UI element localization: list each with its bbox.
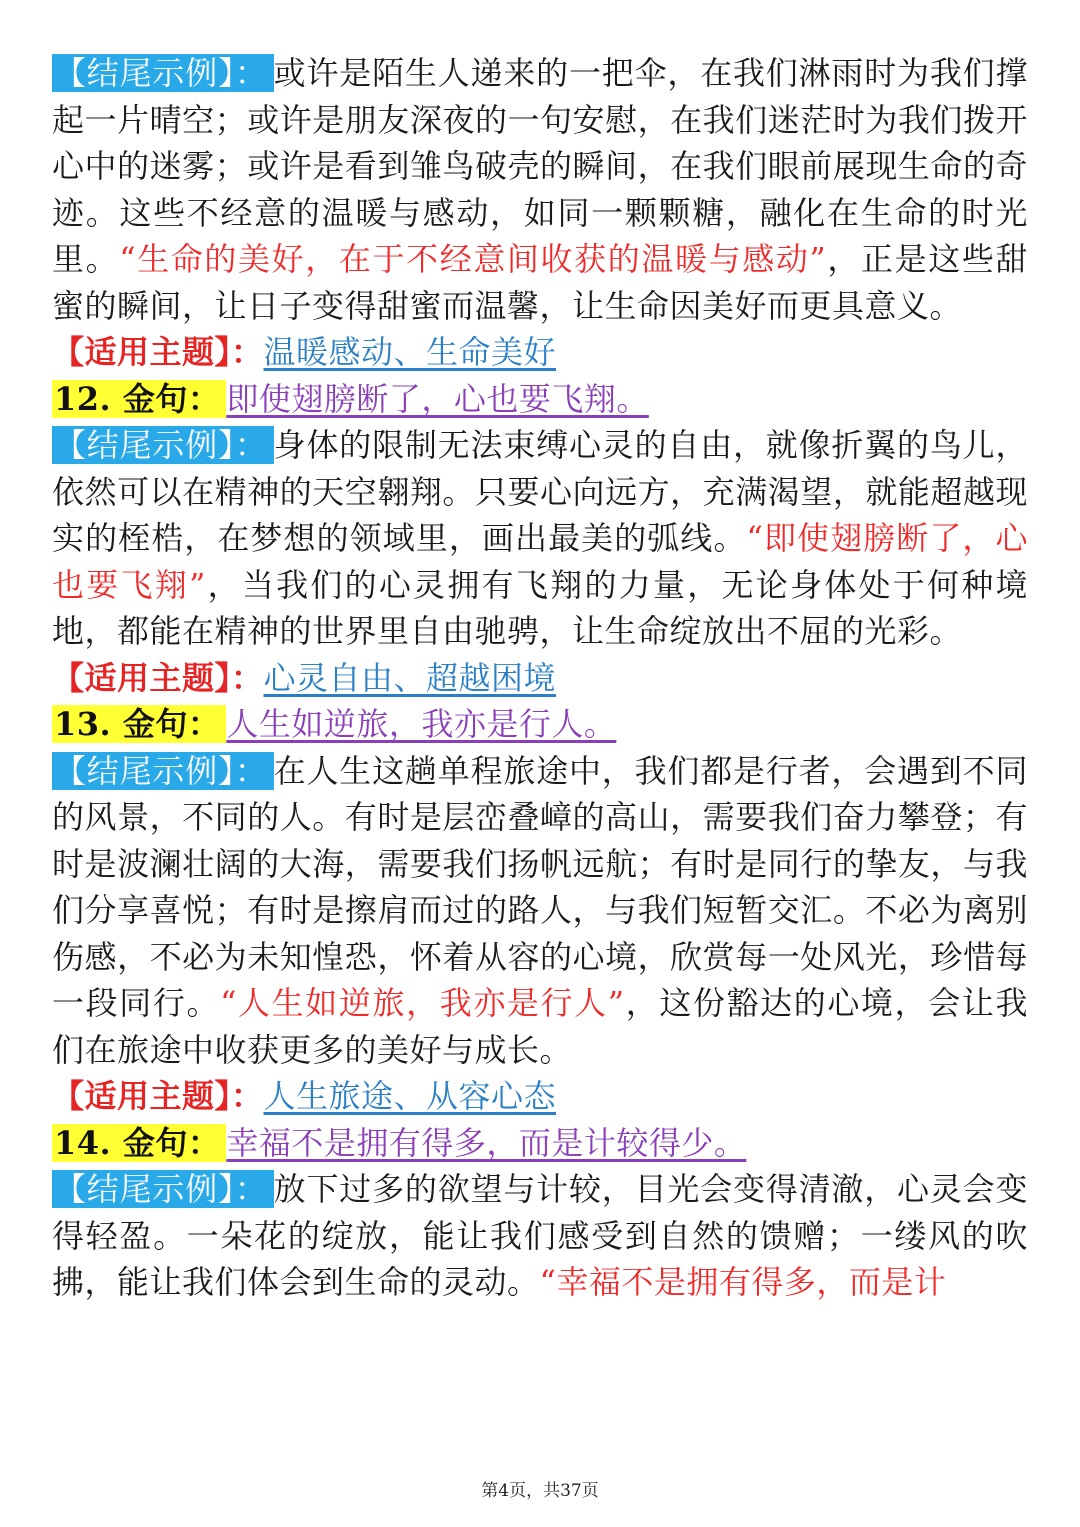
quote-number-label: 13. 金句： bbox=[52, 705, 226, 743]
theme-label: 【适用主题】： bbox=[52, 658, 264, 697]
example-paragraph bbox=[52, 50, 1028, 329]
golden-quote-line bbox=[52, 701, 1028, 748]
theme-label: 【适用主题】： bbox=[52, 333, 264, 371]
golden-quote-link[interactable]: 人生如逆旅，我亦是行人。 bbox=[226, 705, 617, 743]
golden-quote-link[interactable]: 幸福不是拥有得多，而是计较得少。 bbox=[226, 1123, 747, 1162]
example-text: 身体的限制无法束缚心灵的自由，就像折翼的鸟儿，依然可以在精神的天空翱翔。只要心向远方，充满渴望，就能超越现实的桎梏，在梦想的领域里，画出最美的弧线。 bbox=[52, 426, 1028, 557]
theme-link[interactable]: 人生旅途、从容心态 bbox=[263, 1077, 557, 1115]
example-label: 【结尾示例】： bbox=[52, 1170, 274, 1208]
example-quote: “人生如逆旅，我亦是行人” bbox=[220, 984, 625, 1022]
example-text-after: ，这份豁达的心境，会让我们在旅途中收获更多的美好与成长。 bbox=[52, 984, 1028, 1069]
golden-quote-line bbox=[52, 376, 1028, 423]
theme-link[interactable]: 心灵自由、超越困境 bbox=[263, 658, 557, 697]
theme-line bbox=[52, 329, 1028, 376]
example-paragraph bbox=[52, 422, 1028, 655]
example-text: 或许是陌生人递来的一把伞，在我们淋雨时为我们撑起一片晴空；或许是朋友深夜的一句安慰，在我们迷茫时为我们拨开心中的迷雾；或许是看到雏鸟破壳的瞬间，在我们眼前展现生命的奇迹。这些不经意的温暖与感动，如同一颗颗糖，融化在生命的时光里。 bbox=[52, 54, 1028, 278]
page-footer: 第4页，共37页 bbox=[481, 1481, 599, 1501]
theme-line bbox=[52, 1073, 1028, 1120]
example-label: 【结尾示例】： bbox=[52, 426, 274, 464]
theme-link[interactable]: 温暖感动、生命美好 bbox=[263, 333, 557, 371]
example-quote: “生命的美好，在于不经意间收获的温暖与感动” bbox=[119, 240, 827, 278]
example-text-after: ，当我们的心灵拥有飞翔的力量，无论身体处于何种境地，都能在精神的世界里自由驰骋，让生命绽放出不屈的光彩。 bbox=[52, 565, 1028, 650]
golden-quote-line bbox=[52, 1120, 1028, 1167]
example-quote: “即使翅膀断了，心也要飞翔” bbox=[52, 519, 1028, 604]
example-paragraph bbox=[52, 748, 1028, 1074]
golden-quote-link[interactable]: 即使翅膀断了，心也要飞翔。 bbox=[226, 379, 649, 418]
page-content bbox=[52, 50, 1028, 1306]
example-label: 【结尾示例】： bbox=[52, 54, 274, 92]
quote-number-label: 14. 金句： bbox=[52, 1124, 226, 1162]
example-label: 【结尾示例】： bbox=[52, 752, 274, 790]
theme-line bbox=[52, 655, 1028, 702]
theme-label: 【适用主题】： bbox=[52, 1077, 264, 1115]
example-quote: “幸福不是拥有得多，而是计 bbox=[539, 1263, 947, 1301]
example-text: 放下过多的欲望与计较，目光会变得清澈，心灵会变得轻盈。一朵花的绽放，能让我们感受到自然的馈赠；一缕风的吹拂，能让我们体会到生命的灵动。 bbox=[52, 1170, 1028, 1301]
example-text-after: ，正是这些甜蜜的瞬间，让日子变得甜蜜而温馨，让生命因美好而更具意义。 bbox=[52, 240, 1028, 325]
quote-number-label: 12. 金句： bbox=[52, 380, 226, 418]
example-text: 在人生这趟单程旅途中，我们都是行者，会遇到不同的风景，不同的人。有时是层峦叠嶂的高山，需要我们奋力攀登；有时是波澜壮阔的大海，需要我们扬帆远航；有时是同行的挚友，与我们分享喜悦；有时是擦肩而过的路人，与我们短暂交汇。不必为离别伤感，不必为未知惶恐，怀着从容的心境，欣赏每一处风光，珍惜每一段同行。 bbox=[52, 751, 1028, 1022]
example-paragraph bbox=[52, 1166, 1028, 1306]
